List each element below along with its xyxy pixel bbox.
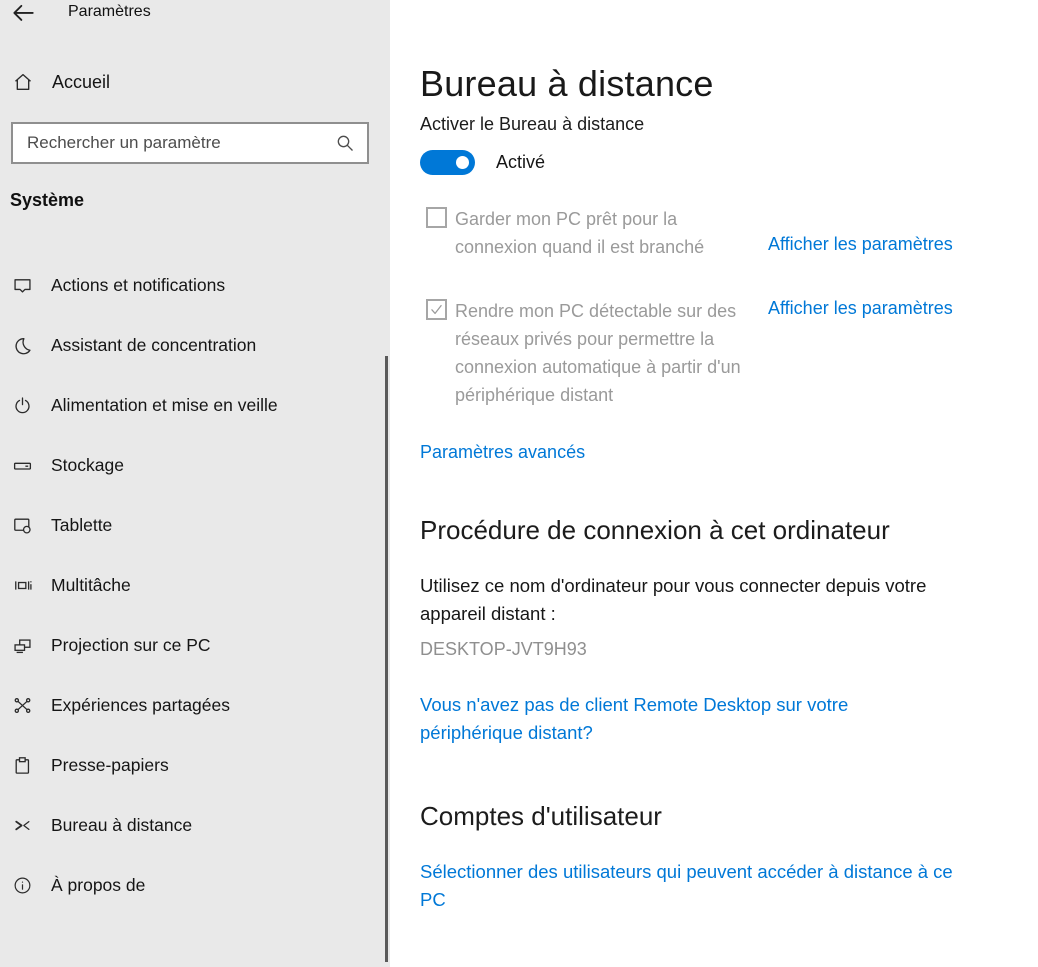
keep-pc-awake-checkbox[interactable]: [426, 207, 447, 228]
sidebar-item-tablet[interactable]: Tablette: [0, 495, 384, 555]
sidebar-item-shared-experiences[interactable]: Expériences partagées: [0, 675, 384, 735]
advanced-settings-link[interactable]: Paramètres avancés: [420, 442, 586, 462]
keep-pc-awake-row: [420, 205, 1020, 261]
shared-experiences-icon: [12, 695, 33, 716]
power-icon: [12, 395, 33, 416]
search-input[interactable]: [13, 133, 335, 153]
sidebar-item-clipboard[interactable]: Presse-papiers: [0, 735, 384, 795]
remote-desktop-page: [390, 0, 1038, 967]
search-icon[interactable]: [335, 133, 355, 153]
sidebar-nav: [0, 255, 384, 915]
discoverable-checkbox[interactable]: [426, 299, 447, 320]
toggle-state-label: Activé: [496, 152, 546, 172]
sidebar-item-home[interactable]: [12, 66, 372, 98]
no-client-link[interactable]: Vous n'avez pas de client Remote Desktop sur votre périphérique distant?: [420, 694, 849, 743]
multitasking-icon: [12, 575, 33, 596]
clipboard-icon: [12, 755, 33, 776]
tablet-icon: [12, 515, 33, 536]
keep-pc-awake-label: Garder mon PC prêt pour la connexion quand il est branché: [455, 209, 705, 257]
sidebar-item-projection[interactable]: Projection sur ce PC: [0, 615, 384, 675]
about-icon: [12, 875, 33, 896]
sidebar-section-title: Système: [10, 190, 85, 210]
focus-assist-icon: [12, 335, 33, 356]
connection-section-heading: Procédure de connexion à cet ordinateur: [420, 515, 890, 545]
home-icon: [12, 71, 34, 93]
sidebar-item-remote-desktop[interactable]: Bureau à distance: [0, 795, 384, 855]
storage-icon: [12, 455, 33, 476]
remote-desktop-toggle-row: [420, 150, 1020, 175]
sidebar-item-power-sleep[interactable]: Alimentation et mise en veille: [0, 375, 384, 435]
sidebar-item-about[interactable]: À propos de: [0, 855, 384, 915]
sidebar-item-focus-assist[interactable]: Assistant de concentration: [0, 315, 384, 375]
settings-sidebar: [0, 0, 390, 967]
settings-search-box: [11, 122, 369, 164]
remote-desktop-icon: [12, 815, 33, 836]
page-title: Bureau à distance: [420, 63, 714, 104]
discoverable-row: [420, 297, 1020, 409]
back-arrow-icon[interactable]: [10, 1, 36, 25]
connection-instructions: Utilisez ce nom d'ordinateur pour vous connecter depuis votre appareil distant :: [420, 575, 927, 624]
computer-name: DESKTOP-JVT9H93: [420, 639, 587, 659]
sidebar-scrollbar[interactable]: [385, 356, 388, 962]
sidebar-item-storage[interactable]: Stockage: [0, 435, 384, 495]
notifications-icon: [12, 275, 33, 296]
projection-icon: [12, 635, 33, 656]
select-users-link[interactable]: Sélectionner des utilisateurs qui peuvent accéder à distance à ce PC: [420, 861, 953, 910]
remote-desktop-toggle[interactable]: [420, 150, 475, 175]
sidebar-item-label: Accueil: [52, 71, 111, 92]
show-settings-link-2[interactable]: Afficher les paramètres: [768, 298, 953, 318]
toggle-caption: Activer le Bureau à distance: [420, 114, 645, 134]
discoverable-label: Rendre mon PC détectable sur des réseaux privés pour permettre la connexion automatique à partir d'un périphérique distant: [455, 301, 741, 405]
user-accounts-heading: Comptes d'utilisateur: [420, 801, 662, 831]
window-title: Paramètres: [68, 3, 151, 20]
sidebar-item-notifications[interactable]: Actions et notifications: [0, 255, 384, 315]
show-settings-link-1[interactable]: Afficher les paramètres: [768, 234, 953, 254]
sidebar-item-multitasking[interactable]: Multitâche: [0, 555, 384, 615]
